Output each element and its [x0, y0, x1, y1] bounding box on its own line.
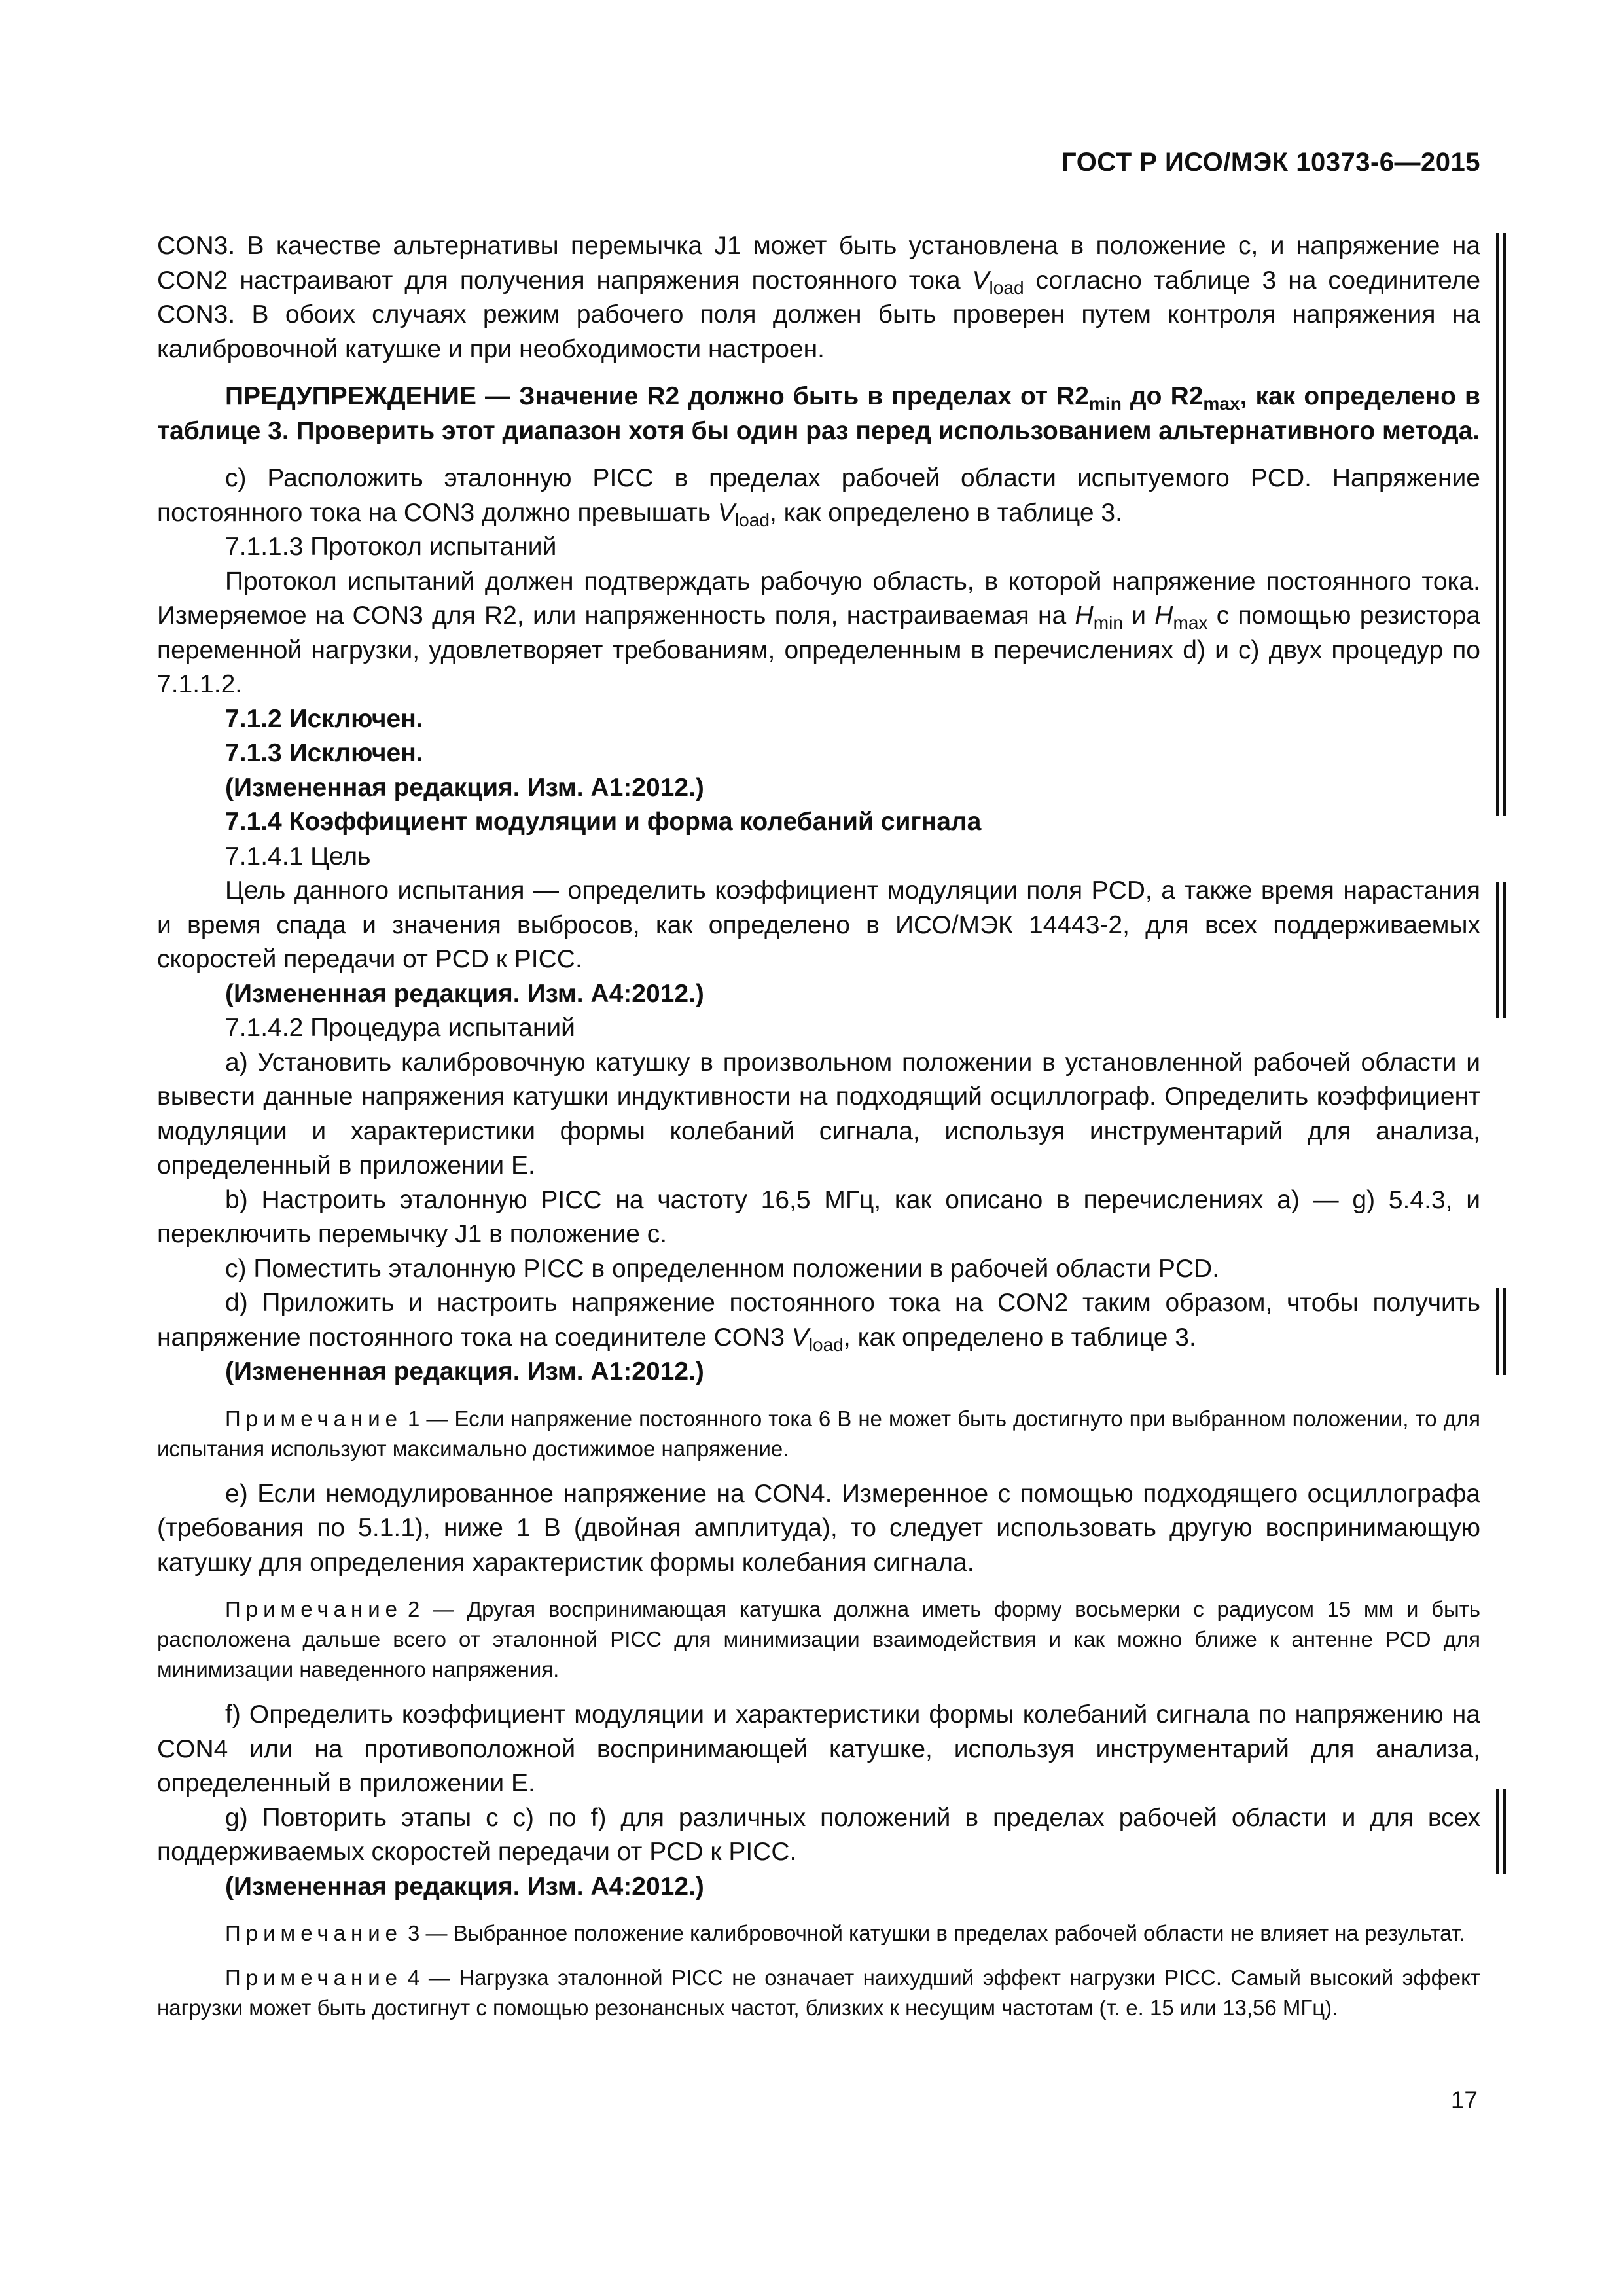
text-run: 4 — Нагрузка эталонной PICC не означает наихудший эффект нагрузки PICC. Самый высокий эффект нагрузки может быть достигнут с помощью резонансных частот, близких к несущим частотам (т. е. 15 или 13,56 МГц). — [157, 1965, 1480, 2020]
text-run: е) Если немодулированное напряжение на CON4. Измеренное с помощью подходящего осциллографа (требования по 5.1.1), ниже 1 В (двойная амплитуда), то следует использовать другую воспринимающую катушку для определения характеристик формы колебания сигнала. — [157, 1479, 1480, 1577]
change-bar — [1496, 882, 1499, 1018]
text-run: 1 — Если напряжение постоянного тока 6 В не может быть достигнуто при выбранном положении, то для испытания используют максимально достижимое напряжение. — [157, 1406, 1480, 1461]
heading-paragraph — [157, 702, 1480, 737]
change-bar — [1503, 233, 1506, 816]
text-run: , как определено в таблице 3. — [843, 1323, 1196, 1352]
subscript: load — [734, 509, 770, 530]
body-paragraph — [157, 1801, 1480, 1870]
text-run: 7.1.1.3 Протокол испытаний — [225, 533, 557, 561]
text-run: , как определено в таблице 3. — [770, 498, 1122, 527]
text-run: Протокол испытаний должен подтверждать рабочую область, в которой напряжение постоянного тока. Измеряемое на CON3 для R2, или напряженность поля, настраиваемая на — [157, 567, 1480, 630]
text-run: b) Настроить эталонную PICC на частоту 16,5 МГц, как описано в перечислениях а) — g) 5.4.3, и переключить перемычку J1 в положение с. — [157, 1185, 1480, 1248]
body-paragraph — [157, 874, 1480, 977]
text-run: (Измененная редакция. Изм. А1:2012.) — [225, 773, 704, 802]
body-paragraph — [157, 1698, 1480, 1801]
text-run: 2 — Другая воспринимающая катушка должна иметь форму восьмерки с радиусом 15 мм и быть расположена дальше всего от эталонной PICC для минимизации взаимодействия и как можно ближе к антенне PCD для минимизации наведенного напряжения. — [157, 1597, 1480, 1681]
symbol: $V_{load}$ — [791, 1323, 844, 1355]
body-paragraph — [157, 1286, 1480, 1355]
note-label: Примечание — [225, 1597, 403, 1621]
text-run: , как определено в таблице 3. Проверить этот диапазон хотя бы один раз перед использованием альтернативного метода. — [157, 382, 1481, 445]
symbol: $R2_{min}$ — [1056, 382, 1122, 414]
text-run: (Измененная редакция. Изм. А4:2012.) — [225, 979, 704, 1008]
note-label: Примечание — [225, 1921, 403, 1945]
text-run: g) Повторить этапы с с) по f) для различных положений в пределах рабочей области и для всех поддерживаемых скоростей передачи от PCD к PICC. — [157, 1803, 1480, 1866]
text-run: CON3. В качестве альтернативы перемычка J1 может быть установлена в положение с, и напряжение на CON2 настраивают для получения напряжения постоянного тока — [157, 232, 1480, 295]
note — [157, 1918, 1480, 1948]
text-run: с помощью резистора переменной нагрузки, удовлетворяет требованиям, определенным в перечислениях d) и с) двух процедур по 7.1.1.2. — [157, 601, 1480, 698]
change-bar — [1496, 233, 1499, 816]
change-bar — [1503, 1288, 1506, 1375]
change-bar — [1496, 1288, 1499, 1375]
subscript: min — [1088, 393, 1122, 414]
note — [157, 1404, 1480, 1464]
body-paragraph — [157, 840, 1480, 874]
text-run: Цель данного испытания — определить коэффициент модуляции поля PCD, а также время нарастания и время спада и значения выбросов, как определено в ИСО/МЭК 14443-2, для всех поддерживаемых скоростей передачи от PCD к PICC. — [157, 876, 1480, 973]
change-bar — [1503, 882, 1506, 1018]
symbol: $R2_{max}$ — [1170, 382, 1240, 414]
text-run: (Измененная редакция. Изм. А4:2012.) — [225, 1872, 704, 1901]
text-run: 7.1.4 Коэффициент модуляции и форма колебаний сигнала — [225, 808, 982, 836]
heading-paragraph — [157, 736, 1480, 771]
text-run: до — [1121, 382, 1171, 410]
body-paragraph — [157, 229, 1480, 367]
text-run: а) Установить калибровочную катушку в произвольном положении в установленной рабочей области и вывести данные напряжения катушки индуктивности на подходящий осциллограф. Определить коэффициент модуляции и характеристики формы колебаний сигнала, используя инструментарий для анализа, определенный в приложении Е. — [157, 1048, 1480, 1179]
note — [157, 1594, 1480, 1685]
text-run: согласно таблице 3 на соединителе CON3. В обоих случаях режим рабочего поля должен быть проверен путем контроля напряжения на калибровочной катушке и при необходимости настроен. — [157, 266, 1481, 363]
body-paragraph — [157, 530, 1480, 565]
body-paragraph — [157, 1046, 1480, 1183]
subscript: min — [1093, 612, 1123, 633]
text-run: 7.1.4.1 Цель — [225, 842, 371, 870]
text-run: 7.1.2 Исключен. — [225, 704, 423, 733]
change-bar — [1496, 1789, 1499, 1874]
text-run: 7.1.3 Исключен. — [225, 739, 423, 767]
warning-paragraph — [157, 380, 1480, 448]
text-run: 7.1.4.2 Процедура испытаний — [225, 1014, 575, 1042]
text-run: с) Поместить эталонную PICC в определенном положении в рабочей области PCD. — [225, 1254, 1220, 1283]
subscript: max — [1203, 393, 1240, 414]
page-number: 17 — [1450, 2087, 1478, 2113]
body-paragraph — [157, 1252, 1480, 1287]
amendment-paragraph — [157, 1870, 1480, 1905]
subscript: load — [808, 1334, 844, 1355]
symbol: $H_{min}$ — [1075, 601, 1123, 633]
amendment-paragraph — [157, 1355, 1480, 1390]
note — [157, 1963, 1480, 2023]
text-run: и — [1122, 601, 1155, 630]
body-paragraph — [157, 461, 1480, 530]
subscript: load — [989, 277, 1024, 298]
text-run: d) Приложить и настроить напряжение постоянного тока на CON2 таким образом, чтобы получить напряжение постоянного тока на соединителе CON3 — [157, 1289, 1480, 1352]
subscript: max — [1173, 612, 1208, 633]
amendment-paragraph — [157, 771, 1480, 806]
text-run: (Измененная редакция. Изм. А1:2012.) — [225, 1357, 704, 1386]
body-paragraph — [157, 1183, 1480, 1252]
change-bar — [1503, 1789, 1506, 1874]
document-header: ГОСТ Р ИСО/МЭК 10373-6—2015 — [1061, 148, 1480, 177]
text-run: с) Расположить эталонную PICC в пределах рабочей области испытуемого PCD. Напряжение постоянного тока на CON3 должно превышать — [157, 464, 1480, 527]
body-paragraph — [157, 1477, 1480, 1581]
text-run: 3 — Выбранное положение калибровочной катушки в пределах рабочей области не влияет на результат. — [408, 1921, 1465, 1945]
page-body — [157, 229, 1480, 2036]
text-run: f) Определить коэффициент модуляции и характеристики формы колебаний сигнала по напряжению на CON4 или на противоположной воспринимающей катушке, используя инструментарий для анализа, определенный в приложении Е. — [157, 1700, 1480, 1797]
body-paragraph — [157, 1011, 1480, 1046]
note-label: Примечание — [225, 1406, 403, 1431]
text-run: ПРЕДУПРЕЖДЕНИЕ — Значение R2 должно быть в пределах от — [225, 382, 1057, 410]
symbol: $V_{load}$ — [972, 266, 1024, 298]
amendment-paragraph — [157, 977, 1480, 1012]
note-label: Примечание — [225, 1965, 403, 1990]
body-paragraph — [157, 565, 1480, 702]
symbol: $V_{load}$ — [717, 498, 770, 530]
heading-paragraph — [157, 805, 1480, 840]
symbol: $H_{max}$ — [1154, 601, 1208, 633]
